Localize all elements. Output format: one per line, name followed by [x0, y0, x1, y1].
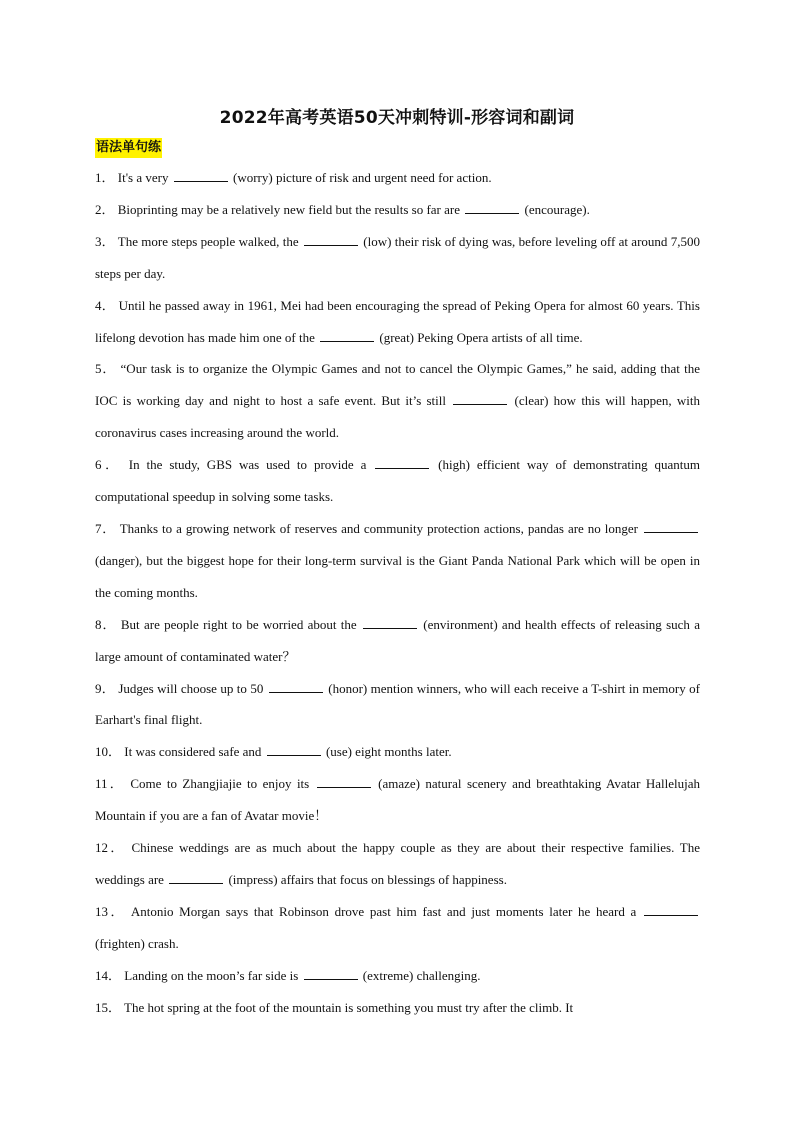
question-text-before: The more steps people walked, the	[114, 233, 302, 249]
question-text-before: Until he passed away in 1961, Mei had been encouraging the spread of Peking Opera for almost 60 years. This lifelong devotion has made him one of the	[95, 297, 700, 345]
answer-blank	[453, 394, 507, 405]
question-text-after: (encourage).	[521, 201, 590, 217]
question-item	[95, 896, 700, 960]
question-text-after: (frighten) crash.	[95, 935, 179, 951]
question-item	[95, 513, 700, 609]
question-text-before: Thanks to a growing network of reserves and community protection actions, pandas are no longer	[115, 520, 642, 536]
question-item	[95, 609, 700, 673]
question-text-after: (danger), but the biggest hope for their long-term survival is the Giant Panda National Park which will be open in the coming months.	[95, 552, 700, 600]
question-number: 12．	[95, 840, 126, 856]
question-text-after: (clear) how this will happen, with coronavirus cases increasing around the world.	[95, 393, 700, 441]
question-text-before: It was considered safe and	[121, 744, 265, 760]
question-number: 10．	[95, 744, 122, 760]
answer-blank	[304, 235, 358, 246]
question-item	[95, 960, 700, 992]
question-text-after: (high) efficient way of demonstrating quantum computational speedup in solving some tasks.	[95, 457, 700, 505]
answer-blank	[269, 682, 323, 693]
question-item	[95, 226, 700, 290]
question-item	[95, 992, 700, 1024]
answer-blank	[169, 873, 223, 884]
answer-blank	[317, 777, 371, 788]
question-text-before: It's a very	[114, 170, 172, 185]
question-text-before: Antonio Morgan says that Robinson drove past him fast and just moments later he heard a	[125, 903, 642, 919]
question-number: 14．	[95, 967, 122, 983]
answer-blank	[174, 171, 228, 182]
question-text-before: “Our task is to organize the Olympic Games and not to cancel the Olympic Games,” he said, adding that the IOC is working day and night to host a safe event. But it’s still	[95, 361, 700, 409]
question-number: 7．	[95, 520, 116, 536]
question-text-before: But are people right to be worried about the	[116, 616, 361, 632]
question-text-after: (low) their risk of dying was, before leveling off at around 7,500 steps per day.	[95, 233, 700, 281]
question-item	[95, 162, 700, 194]
question-text-before: Landing on the moon’s far side is	[121, 967, 302, 983]
question-number: 8．	[95, 616, 117, 632]
answer-blank	[363, 618, 417, 629]
question-number: 9．	[95, 680, 115, 696]
question-text-before: Come to Zhangjiajie to enjoy its	[124, 776, 315, 792]
question-item	[95, 736, 700, 768]
answer-blank	[465, 203, 519, 214]
question-item	[95, 832, 700, 896]
question-number: 15．	[95, 999, 122, 1015]
answer-blank	[375, 458, 429, 469]
answer-blank	[304, 969, 358, 980]
question-number: 3．	[95, 233, 115, 249]
answer-blank	[267, 745, 321, 756]
question-text-after: (impress) affairs that focus on blessings of happiness.	[225, 871, 507, 887]
question-number: 4．	[95, 297, 116, 313]
question-text-before: Judges will choose up to 50	[114, 680, 267, 696]
answer-blank	[644, 522, 698, 533]
question-number: 6．	[95, 457, 122, 473]
question-number: 13．	[95, 903, 126, 919]
question-item	[95, 449, 700, 513]
question-text-before: In the study, GBS was used to provide a	[121, 457, 374, 473]
question-item	[95, 768, 700, 832]
answer-blank	[644, 905, 698, 916]
question-number: 5．	[95, 361, 117, 377]
question-text-after: (great) Peking Opera artists of all time.	[376, 329, 583, 345]
question-text-before: The hot spring at the foot of the mountain is something you must try after the climb. It	[121, 999, 574, 1015]
question-list	[95, 162, 700, 1023]
section-label: 语法单句练	[95, 138, 162, 158]
question-text-after: (use) eight months later.	[322, 744, 452, 760]
question-item	[95, 290, 700, 354]
question-text-after: (extreme) challenging.	[359, 967, 481, 983]
question-item	[95, 194, 700, 226]
document-title: 2022年高考英语50天冲刺特训-形容词和副词	[219, 108, 575, 128]
question-text-after: (honor) mention winners, who will each receive a T-shirt in memory of Earhart's final flight.	[95, 680, 700, 728]
question-number: 2．	[95, 201, 115, 217]
question-number: 11．	[95, 776, 125, 792]
question-text-after: (environment) and health effects of releasing such a large amount of contaminated water？	[95, 616, 700, 664]
question-text-before: Chinese weddings are as much about the happy couple as they are about their respective families. The weddings are	[95, 840, 700, 887]
question-number: 1．	[95, 170, 115, 185]
question-text-after: (amaze) natural scenery and breathtaking Avatar Hallelujah Mountain if you are a fan of Avatar movie！	[95, 776, 701, 824]
question-item	[95, 353, 700, 449]
answer-blank	[320, 331, 374, 342]
question-text-after: (worry) picture of risk and urgent need for action.	[229, 170, 492, 185]
question-text-before: Bioprinting may be a relatively new field but the results so far are	[114, 201, 464, 217]
question-item	[95, 673, 700, 737]
